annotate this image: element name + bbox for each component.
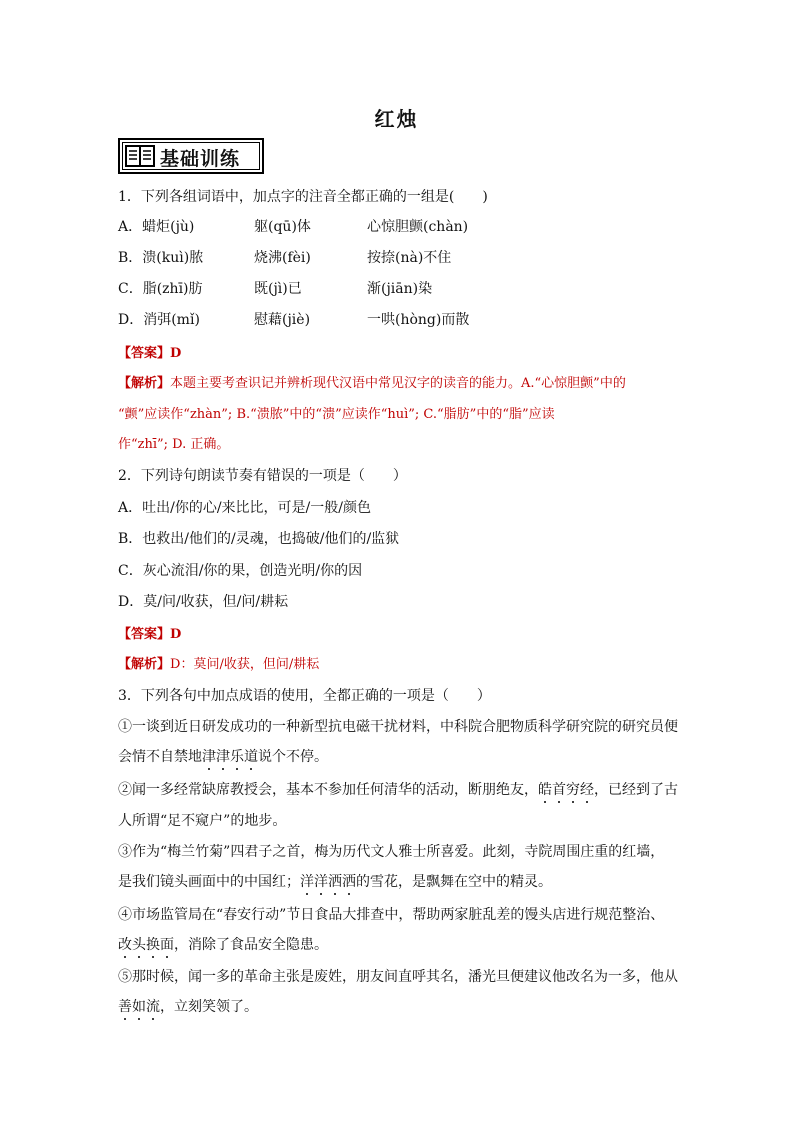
section-header <box>118 138 264 174</box>
q2-stem: 2．下列诗句朗读节奏有错误的一项是（ ） <box>118 468 407 484</box>
q1-option-a <box>118 218 194 236</box>
q1-a-3: 心惊胆颤(chàn) <box>367 219 469 235</box>
q3-s1-line2: 会情不自禁地津津乐道说个不停。 <box>118 749 328 765</box>
q1-c-2: 既(jì)已 <box>254 281 302 297</box>
q3-s5-idiom: 善 <box>118 999 132 1015</box>
q3-s1-line1: ①一谈到近日研发成功的一种新型抗电磁干扰材料，中科院合肥物质科学研究院的研究员便 <box>118 719 678 735</box>
q3-s5-line2: 善如流，立刻笑领了。 <box>118 999 258 1015</box>
q3-s3-line1: ③作为“梅兰竹菊”四君子之首，梅为历代文人雅士所喜爱。此刻，寺院周围庄重的红墙， <box>118 844 665 860</box>
q3-s2-idiom: 皓首穷经 <box>538 782 594 798</box>
q1-d-1: D．消弭(mǐ) <box>118 312 200 328</box>
q3-s5-line1: ⑤那时候，闻一多的革命主张是废姓，朋友间直呼其名，潘光旦便建议他改名为一多，他从 <box>118 969 678 985</box>
q1-analysis-2: “颤”应读作“zhàn”; B.“溃脓”中的“溃”应读作“huì”; C.“脂肪”中的“脂”应读 <box>118 407 555 422</box>
q3-s2-line2: 人所谓“足不窥户”的地步。 <box>118 813 287 829</box>
q2-answer: 【答案】D <box>118 627 182 642</box>
q1-a-1: A．蜡炬(jù) <box>118 219 195 235</box>
q1-b-3: 按捺(nà)不住 <box>367 250 452 266</box>
q1-d-3: 一哄(hòng)而散 <box>367 312 470 328</box>
q3-s4-idiom: 改头换面 <box>118 937 174 953</box>
q1-c-1: C．脂(zhī)肪 <box>118 281 203 297</box>
q1-b-1: B．溃(kuì)脓 <box>118 250 204 266</box>
q1-stem: 1．下列各组词语中，加点字的注音全都正确的一组是( ) <box>118 189 488 205</box>
q1-d-2: 慰藉(jiè) <box>254 312 311 328</box>
page-title: 红烛 <box>374 107 419 131</box>
q2-option-b: B．也救出/他们的/灵魂，也捣破/他们的/监狱 <box>118 531 400 547</box>
q3-s3-idiom: 洋洋洒洒 <box>300 874 356 890</box>
q3-s1-idiom: 津津乐道 <box>202 749 258 765</box>
q1-analysis-3: 作“zhī”; D. 正确。 <box>118 437 230 452</box>
q3-s4-line2: 改头换面，消除了食品安全隐患。 <box>118 937 328 953</box>
q2-analysis: 【解析】D：莫问/收获，但问/耕耘 <box>118 657 320 672</box>
q3-stem: 3．下列各句中加点成语的使用，全都正确的一项是（ ） <box>118 688 491 704</box>
q3-s2-line1: ②闻一多经常缺席教授会，基本不参加任何清华的活动，断朋绝友，皓首穷经，已经到了古 <box>118 782 678 798</box>
q1-c-3: 渐(jiān)染 <box>367 281 433 297</box>
q1-answer: 【答案】D <box>118 346 182 361</box>
q2-option-a: A．吐出/你的心/来比比，可是/一般/颜色 <box>118 500 371 516</box>
q1-analysis-1: 【解析】本题主要考查识记并辨析现代汉语中常见汉字的读音的能力。A.“心惊胆颤”中的 <box>118 376 626 391</box>
q2-option-d: D．莫/问/收获，但/问/耕耘 <box>118 594 289 610</box>
q1-a-2: 躯(qū)体 <box>254 219 311 235</box>
section-title: 基础训练 <box>160 148 241 170</box>
q2-option-c: C．灰心流泪/你的果，创造光明/你的因 <box>118 563 363 579</box>
q1-b-2: 烧沸(fèi) <box>254 250 311 266</box>
q3-s3-line2: 是我们镜头画面中的中国红；洋洋洒洒的雪花，是飘舞在空中的精灵。 <box>118 874 552 890</box>
book-icon <box>125 145 155 167</box>
q3-s4-line1: ④市场监管局在“春安行动”节日食品大排查中，帮助两家脏乱差的馒头店进行规范整治、 <box>118 907 665 923</box>
